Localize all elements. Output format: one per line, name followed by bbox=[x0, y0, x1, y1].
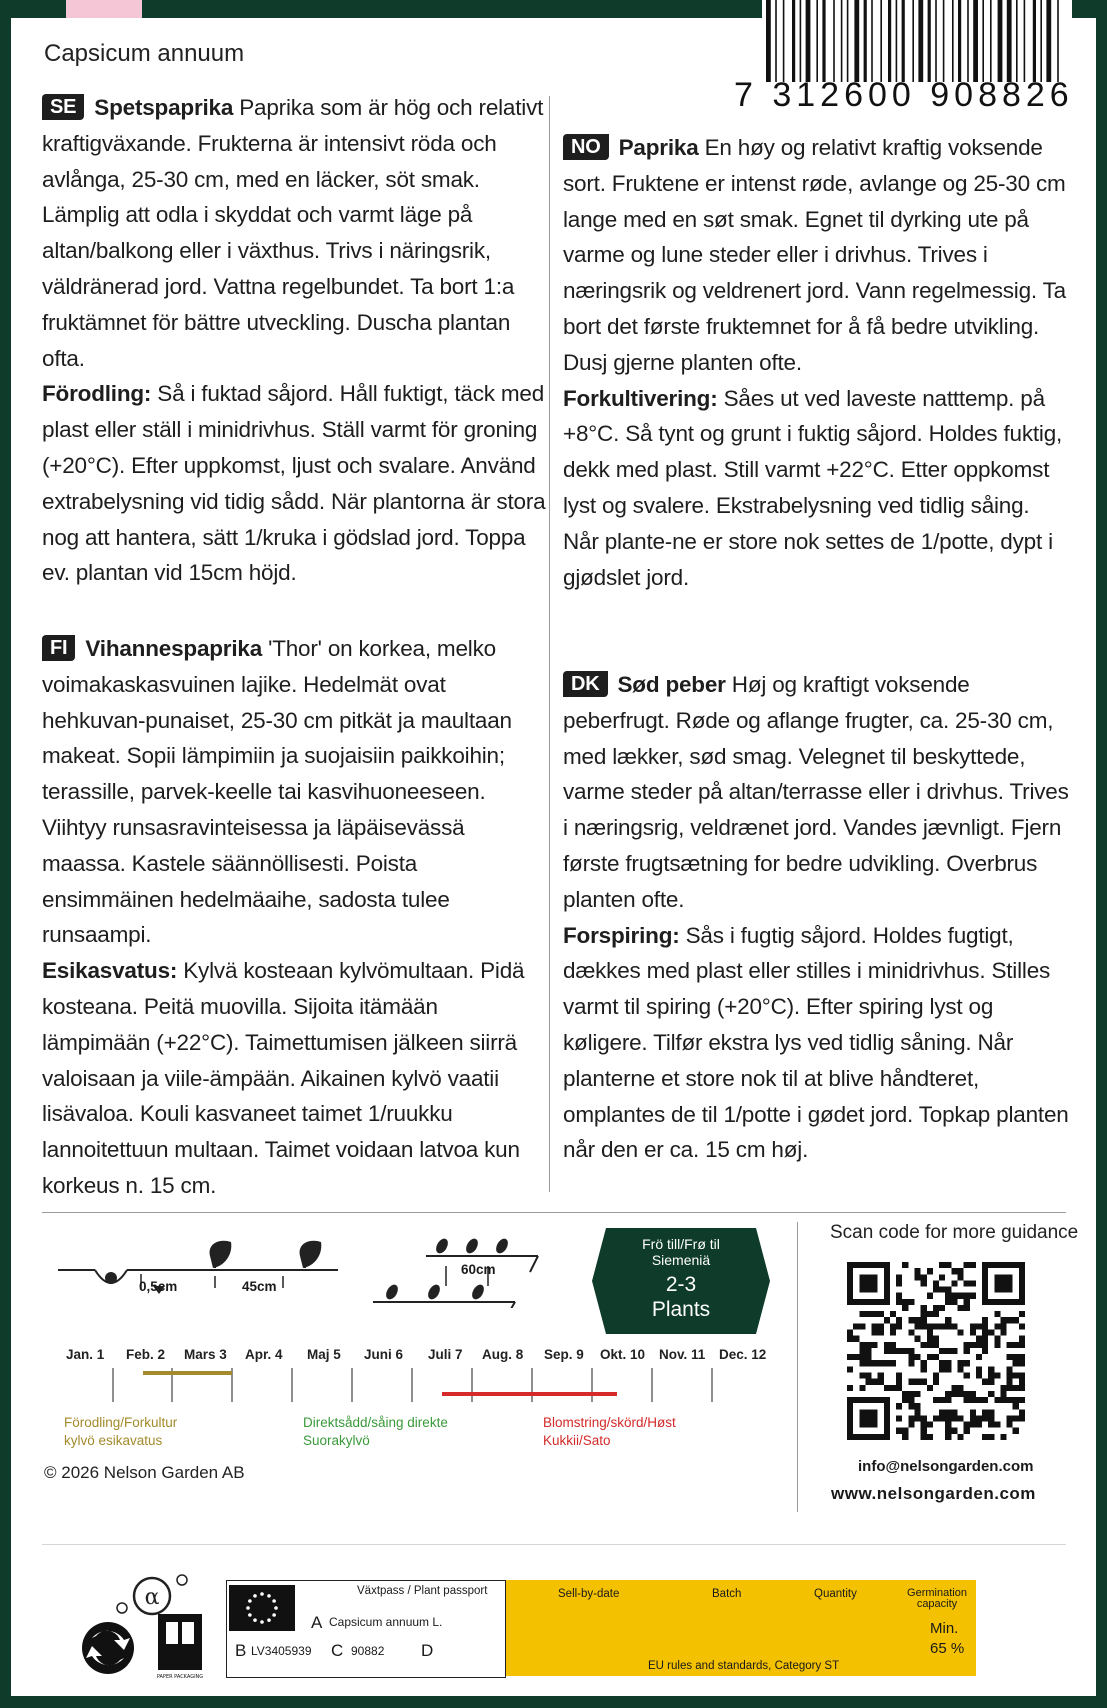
qr-code[interactable] bbox=[847, 1262, 1025, 1440]
passport-a-value: Capsicum annuum L. bbox=[329, 1615, 443, 1629]
plants-badge-line1: Frö till/Frø til bbox=[642, 1236, 720, 1252]
lang-badge-no: NO bbox=[563, 134, 609, 160]
plant-passport bbox=[226, 1580, 506, 1678]
month-label: Dec. 12 bbox=[719, 1347, 767, 1362]
month-label: Juni 6 bbox=[364, 1347, 404, 1362]
dk-body: Høj og kraftigt voksende peberfrugt. Røde og aflange frugter, ca. 25-30 cm, med lækker, sød smag. Velegnet til beskyttede, varme steder på altan/terrasse eller i drivhus. Trives i næringsrig, veldrænet jord. Vandes jævnligt. Fjern første frugtsætning for bedre udvikling. Overbrus planten ofte. bbox=[563, 672, 1069, 912]
germination-min-label: Min. bbox=[930, 1620, 959, 1637]
germination-min-value: 65 % bbox=[930, 1640, 965, 1657]
paper-packaging-icon bbox=[152, 1610, 208, 1682]
passport-b-label: B bbox=[235, 1641, 247, 1660]
batch-label: Batch bbox=[712, 1588, 742, 1600]
fi-body: 'Thor' on korkea, melko voimakaskasvuinen lajike. Hedelmät ovat hehkuvan-punaiset, 25-30 cm pitkät ja maultaan makeat. Sopii lämpimiin ja suojaisiin paikkoihin; terassille, parvek-keelle tai kasvihuoneeseen. Viihtyy runsasravinteisessa ja läpäisevässä maassa. Kastele säännöllisesti. Poista ensimmäinen hedelmäaihe, sadosta tulee runsaampi. bbox=[42, 636, 512, 948]
left-frame bbox=[0, 0, 11, 1708]
sowing-depth-label: 0,5cm bbox=[139, 1279, 178, 1294]
sowing-spacing-label: 45cm bbox=[242, 1279, 277, 1294]
month-label: Jan. 1 bbox=[66, 1347, 105, 1362]
no-title: Paprika bbox=[618, 135, 699, 160]
month-label: Sep. 9 bbox=[544, 1347, 584, 1362]
month-label: Nov. 11 bbox=[659, 1347, 706, 1362]
passport-c-value: 90882 bbox=[351, 1644, 385, 1658]
quantity-label: Quantity bbox=[814, 1588, 857, 1600]
section-dk bbox=[563, 667, 1069, 1168]
month-label: Maj 5 bbox=[307, 1347, 341, 1362]
se-title: Spetspaprika bbox=[94, 95, 234, 120]
column-divider bbox=[549, 96, 550, 1192]
month-label: Aug. 8 bbox=[482, 1347, 524, 1362]
bottom-frame bbox=[0, 1696, 1107, 1708]
eu-flag-icon bbox=[229, 1585, 295, 1631]
dk-subtitle: Forspiring: bbox=[563, 922, 680, 948]
passport-c-label: C bbox=[331, 1641, 344, 1660]
section-se bbox=[42, 90, 547, 591]
passport-a-label: A bbox=[311, 1613, 323, 1632]
month-label: Feb. 2 bbox=[126, 1347, 166, 1362]
copyright: © 2026 Nelson Garden AB bbox=[44, 1463, 245, 1482]
fi-subbody: Kylvä kosteaan kylvömultaan. Pidä kosteana. Peitä muovilla. Sijoita itämään lämpimään (+22°C). Taimettumisen jälkeen siirrä valoisaan ja viile-ämpään. Aikainen kylvö vaatii lisävaloa. Kouli kasvaneet taimet 1/ruukku lannoitettuun multaan. Taimet voidaan latvoa kun korkeus n. 15 cm. bbox=[42, 958, 525, 1198]
legend-preculture: Förodling/Forkultur kylvö esikavatus bbox=[64, 1415, 178, 1448]
row-spacing-diagram bbox=[370, 1236, 540, 1308]
section-no bbox=[563, 130, 1069, 595]
latin-name: Capsicum annuum bbox=[44, 40, 245, 67]
month-label: Mars 3 bbox=[184, 1347, 227, 1362]
right-frame bbox=[1096, 0, 1107, 1708]
se-subtitle: Förodling: bbox=[42, 381, 152, 407]
month-label: Okt. 10 bbox=[600, 1347, 646, 1362]
bottom-divider bbox=[42, 1544, 1066, 1545]
website-link[interactable]: www.nelsongarden.com bbox=[831, 1484, 1036, 1503]
passport-b-value: LV3405939 bbox=[251, 1644, 312, 1658]
svg-text:α: α bbox=[144, 1585, 160, 1610]
barcode-number: 7 312600 908826 bbox=[734, 76, 1074, 114]
legend-direct-sowing: Direktsådd/såing direkte Suorakylvö bbox=[303, 1415, 448, 1448]
plants-badge-line2: Siemeniä bbox=[651, 1252, 711, 1268]
no-body: En høy og relativt kraftig voksende sort. Fruktene er intenst røde, avlange og 25-30 cm lange med en søt smak. Egnet til dyrking ute på varme og lune steder eller i drivhus. Trives i næringsrik og veldrenert jord. Vann regelmessig. Ta bort det første fruktemnet for å få bedre utvikling. Dusj gjerne planten ofte. bbox=[563, 135, 1066, 375]
fi-subtitle: Esikasvatus: bbox=[42, 958, 178, 984]
email-link[interactable]: info@nelsongarden.com bbox=[858, 1458, 1034, 1475]
right-panel-divider bbox=[797, 1222, 798, 1512]
month-label: Apr. 4 bbox=[245, 1347, 283, 1362]
lang-badge-fi: FI bbox=[42, 635, 75, 661]
germination-label: Germination capacity bbox=[907, 1587, 967, 1610]
green-dot-recycling-icon bbox=[78, 1616, 142, 1680]
passport-d-label: D bbox=[421, 1641, 434, 1660]
section-fi bbox=[42, 631, 547, 1204]
no-subbody: Såes ut ved laveste natttemp. på +8°C. Så tynt og grunt i fuktig såjord. Holdes fuktig, dekk med plast. Still varmt +22°C. Etter oppkomst lyst og svalere. Ekstrabelysning ved tidlig såing. Når plante-ne er store nok settes de 1/potte, dypt i gjødslet jord. bbox=[563, 385, 1063, 590]
no-subtitle: Forkultivering: bbox=[563, 385, 718, 411]
pink-tab bbox=[66, 0, 142, 18]
lang-badge-dk: DK bbox=[563, 671, 608, 697]
fi-title: Vihannespaprika bbox=[85, 636, 263, 661]
calendar-grid bbox=[52, 1368, 772, 1404]
product-info-box bbox=[506, 1580, 976, 1676]
lang-badge-se: SE bbox=[42, 94, 84, 120]
svg-text:PAPER PACKAGING: PAPER PACKAGING bbox=[156, 1674, 204, 1680]
sell-by-date-label: Sell-by-date bbox=[558, 1588, 620, 1600]
calendar-months bbox=[57, 1347, 777, 1367]
se-body: Paprika som är hög och relativt kraftigväxande. Frukterna är intensivt röda och avlånga, 25-30 cm, med en läcker, söt smak. Lämplig att odla i skyddat och varmt läge på altan/balkong eller i växthus. Trivs i näringsrik, väldränerad jord. Vattna regelbundet. Ta bort 1:a fruktämnet för bättre utveckling. Duscha plantan ofta. bbox=[42, 95, 544, 371]
scan-guidance-text: Scan code for more guidance bbox=[830, 1222, 1079, 1243]
plants-badge-text bbox=[592, 1228, 770, 1322]
row-spacing-label: 60cm bbox=[461, 1262, 496, 1277]
plants-count: 2-3 bbox=[665, 1273, 697, 1296]
passport-title: Växtpass / Plant passport bbox=[357, 1585, 488, 1597]
se-subbody: Så i fuktad såjord. Håll fuktigt, täck med plast eller ställ i minidrivhus. Ställ varmt för groning (+20°C). Efter uppkomst, ljust och svalare. Använd extrabelysning vid tidig sådd. När plantorna är stora nog att hantera, sätt 1/kruka i gödslad jord. Toppa ev. plantan vid 15cm höjd. bbox=[42, 381, 546, 586]
dk-subbody: Sås i fugtig såjord. Holdes fugtigt, dækkes med plast eller stilles i minidrivhus. Stilles varmt til spiring (+20°C). Efter spiring lyst og køligere. Tilfør ekstra lys ved tidlig såning. Når planterne et store nok til at blive håndteret, omplantes de til 1/potte i gødet jord. Topkap planten når den er ca. 15 cm høj. bbox=[563, 922, 1069, 1163]
month-label: Juli 7 bbox=[428, 1347, 463, 1362]
dk-title: Sød peber bbox=[617, 672, 726, 697]
section-divider bbox=[42, 1212, 1066, 1213]
sowing-depth-diagram bbox=[55, 1236, 365, 1308]
eu-rules-text: EU rules and standards, Category ST bbox=[648, 1660, 840, 1672]
barcode-bars bbox=[762, 0, 1072, 82]
legend-flowering-harvest: Blomstring/skörd/Høst Kukkii/Sato bbox=[543, 1415, 676, 1448]
plants-unit: Plants bbox=[651, 1298, 711, 1321]
